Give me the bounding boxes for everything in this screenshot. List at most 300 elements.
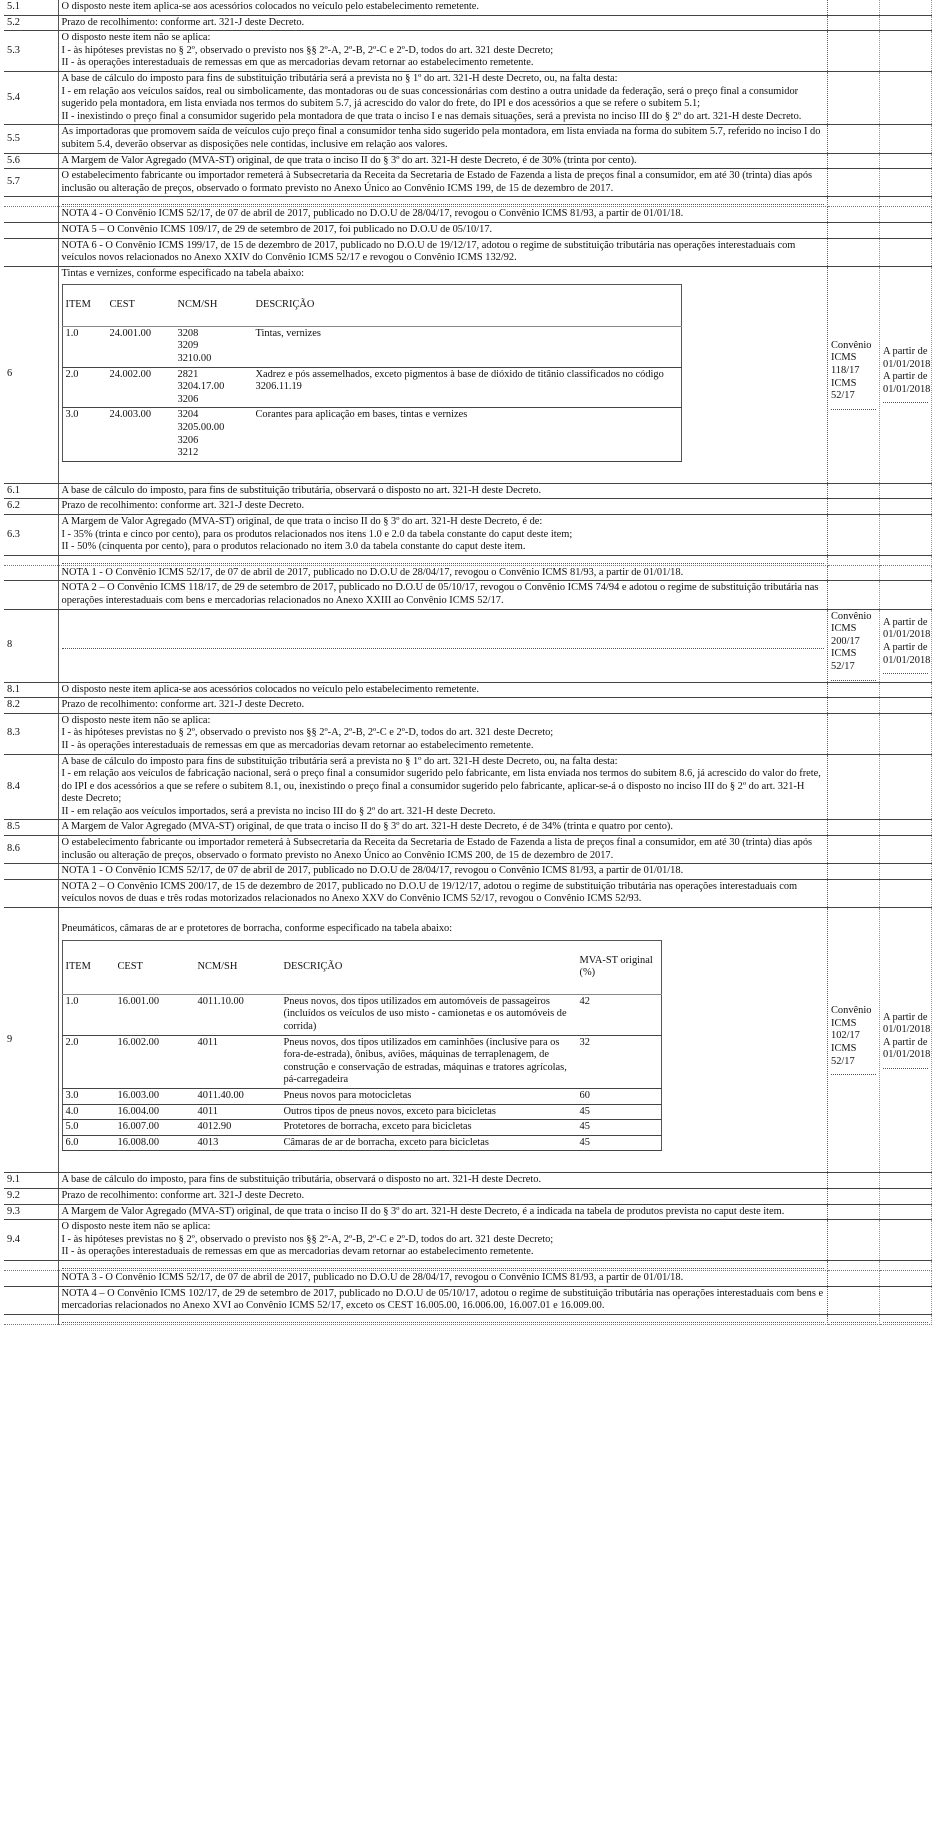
convenio-ref bbox=[828, 266, 880, 483]
empty-cell bbox=[880, 15, 932, 31]
dotted-line bbox=[883, 1062, 928, 1069]
item-code: 3.0 bbox=[62, 408, 107, 461]
table-row bbox=[4, 609, 932, 682]
law-ref: ICMS 52/17 bbox=[831, 377, 857, 402]
table-row bbox=[4, 879, 932, 907]
law-ref: Convênio ICMS 118/17 bbox=[831, 339, 872, 376]
table-row bbox=[4, 713, 932, 754]
empty-cell bbox=[828, 1314, 880, 1324]
column-header: MVA-ST original (%) bbox=[579, 954, 653, 979]
cest-code: 16.002.00 bbox=[115, 1035, 195, 1088]
table-row bbox=[4, 71, 932, 124]
empty-cell bbox=[58, 1260, 828, 1270]
ncm-codes bbox=[175, 367, 253, 408]
item-number: 6.2 bbox=[4, 499, 58, 515]
empty-cell bbox=[828, 1260, 880, 1270]
item-number: 5.2 bbox=[4, 15, 58, 31]
table-row bbox=[4, 0, 932, 15]
item-text bbox=[58, 713, 828, 754]
table-row bbox=[4, 483, 932, 499]
table-row bbox=[4, 864, 932, 880]
empty-cell bbox=[4, 1270, 58, 1286]
empty-cell bbox=[828, 31, 880, 72]
empty-cell bbox=[828, 820, 880, 836]
item-text bbox=[58, 820, 828, 836]
text-line: As importadoras que promovem saída de veículos cujo preço final a consumidor tenha sido sugerido pela montadora, em lista enviada na forma do subitem 5.7, referido no inciso I do subitem 5.4, deverão observar as disposições nele contidas, inclusive em relação aos valores. bbox=[61, 126, 821, 150]
item-text bbox=[58, 698, 828, 714]
item-code: 2.0 bbox=[62, 367, 107, 408]
empty-cell bbox=[4, 197, 58, 207]
cest-code: 16.004.00 bbox=[115, 1104, 195, 1120]
item-text bbox=[58, 0, 828, 15]
table-row bbox=[4, 15, 932, 31]
empty-cell bbox=[828, 153, 880, 169]
item-text bbox=[58, 1173, 828, 1189]
item-number: 6 bbox=[4, 266, 58, 483]
section-8 bbox=[4, 609, 932, 907]
item-number: 9.3 bbox=[4, 1204, 58, 1220]
ncm-code: 3206 bbox=[177, 434, 199, 446]
empty-cell bbox=[4, 581, 58, 609]
table-row bbox=[4, 1173, 932, 1189]
description: Protetores de borracha, exceto para bicicletas bbox=[281, 1120, 577, 1136]
table-row bbox=[4, 197, 932, 207]
date-text: A partir de 01/01/2018 bbox=[883, 642, 931, 666]
cest-code: 24.003.00 bbox=[107, 408, 175, 461]
item-text bbox=[58, 1220, 828, 1261]
table-row bbox=[4, 31, 932, 72]
products-table bbox=[62, 940, 662, 1152]
date-text: A partir de 01/01/2018 bbox=[883, 371, 931, 395]
empty-cell bbox=[828, 0, 880, 15]
table-row bbox=[4, 238, 932, 266]
text-line: O estabelecimento fabricante ou importador remeterá à Subsecretaria da Receita da Secretaria de Estado de Fazenda a lista de preços final a consumidor, em até 30 (trinta) dias após inclusão ou alteração de preços, observado o formato previsto no Anexo Único ao Convênio ICMS 200, de 15 de dezembro de 2017. bbox=[61, 837, 813, 861]
note-text: NOTA 6 - O Convênio ICMS 199/17, de 15 de dezembro de 2017, publicado no D.O.U de 19/12/17, adotou o regime de substituição tributária nas operações interestaduais com veículos novos relacionados no Anexo XXIV do Convênio ICMS 52/17 e revogou o Convênio ICMS 132/92. bbox=[58, 238, 828, 266]
text-line: II - às operações interestaduais de remessas em que as mercadorias devam retornar ao estabelecimento remetente. bbox=[61, 739, 534, 751]
empty-cell bbox=[828, 515, 880, 556]
empty-cell bbox=[828, 864, 880, 880]
dotted-line bbox=[883, 396, 928, 403]
item-text bbox=[58, 71, 828, 124]
dotted-line bbox=[831, 1068, 876, 1075]
dotted-line bbox=[831, 1316, 876, 1323]
empty-cell bbox=[880, 836, 932, 864]
empty-cell bbox=[828, 197, 880, 207]
table-row bbox=[4, 581, 932, 609]
item-code: 3.0 bbox=[62, 1088, 115, 1104]
empty-cell bbox=[880, 581, 932, 609]
date-text: A partir de 01/01/2018 bbox=[883, 616, 931, 641]
ncm-code: 4011.40.00 bbox=[195, 1088, 281, 1104]
column-header: DESCRIÇÃO bbox=[283, 960, 343, 972]
product-row bbox=[62, 367, 681, 408]
law-ref: ICMS 52/17 bbox=[831, 1042, 857, 1067]
product-row bbox=[62, 1035, 661, 1088]
empty-cell bbox=[880, 483, 932, 499]
cest-code: 16.007.00 bbox=[115, 1120, 195, 1136]
item-text bbox=[58, 682, 828, 698]
item-number: 6.1 bbox=[4, 483, 58, 499]
product-row bbox=[62, 1135, 661, 1151]
effective-date bbox=[880, 908, 932, 1173]
text-line: I - em relação aos veículos de fabricação nacional, será o preço final a consumidor sugerido pelo fabricante, em lista enviada nos termos do subitem 8.6, já acrescido do valor do frete, do IPI e dos acessórios a que se refere o subitem 8.1, ou, inexistindo o preço final a consumidor sugerido pelo fabricante, aplicar-se-á o disposto no inciso III do § 2º do art. 321-H deste Decreto; bbox=[61, 768, 821, 805]
empty-cell bbox=[880, 153, 932, 169]
empty-cell bbox=[880, 864, 932, 880]
empty-cell bbox=[828, 499, 880, 515]
table-row bbox=[4, 1270, 932, 1286]
convenio-ref bbox=[828, 609, 880, 682]
header-row bbox=[62, 285, 681, 327]
empty-cell bbox=[828, 555, 880, 565]
item-code: 1.0 bbox=[62, 994, 115, 1035]
empty-cell bbox=[880, 879, 932, 907]
text-line: A Margem de Valor Agregado (MVA-ST) original, de que trata o inciso II do § 3º do art. 321-H deste Decreto, é de 34% (trinta e quatro por cento). bbox=[61, 821, 673, 833]
empty-cell bbox=[880, 555, 932, 565]
item-text bbox=[58, 754, 828, 820]
products-table bbox=[62, 284, 682, 462]
item-text bbox=[58, 31, 828, 72]
product-row bbox=[62, 1088, 661, 1104]
cest-code: 16.008.00 bbox=[115, 1135, 195, 1151]
item-number: 9 bbox=[4, 908, 58, 1173]
mva-value: 45 bbox=[577, 1135, 662, 1151]
item-number: 8 bbox=[4, 609, 58, 682]
empty-cell bbox=[828, 565, 880, 581]
ncm-code: 4013 bbox=[195, 1135, 281, 1151]
header-row bbox=[62, 940, 661, 994]
text-line: I - em relação aos veículos saídos, real ou simbolicamente, das montadoras ou de suas concessionárias com destino a outra unidade da federação, será o preço final a consumidor sugerido pela montadora, em lista enviada nos termos do subitem 5.7, já acrescido do valor do frete, do IPI e dos acessórios a que se refere o subitem 5.1; bbox=[61, 85, 799, 110]
item-code: 1.0 bbox=[62, 326, 107, 367]
column-header: DESCRIÇÃO bbox=[255, 299, 315, 311]
empty-cell bbox=[58, 197, 828, 207]
item-text bbox=[58, 1204, 828, 1220]
text-line: A Margem de Valor Agregado (MVA-ST) original, de que trata o inciso II do § 3º do art. 321-H deste Decreto, é de 30% (trinta por cento). bbox=[61, 154, 637, 166]
table-row bbox=[4, 682, 932, 698]
item-content bbox=[58, 266, 828, 483]
item-number: 8.6 bbox=[4, 836, 58, 864]
empty-cell bbox=[880, 71, 932, 124]
product-row bbox=[62, 1104, 661, 1120]
item-number: 9.1 bbox=[4, 1173, 58, 1189]
table-row bbox=[4, 207, 932, 223]
item-code: 6.0 bbox=[62, 1135, 115, 1151]
item-text bbox=[58, 499, 828, 515]
text-line: O disposto neste item aplica-se aos acessórios colocados no veículo pelo estabelecimento remetente. bbox=[61, 1, 480, 12]
note-text: NOTA 5 – O Convênio ICMS 109/17, de 29 de setembro de 2017, foi publicado no D.O.U de 05/10/17. bbox=[58, 222, 828, 238]
dotted-line bbox=[62, 198, 825, 205]
item-number: 5.5 bbox=[4, 125, 58, 153]
section-9 bbox=[4, 908, 932, 1325]
spacer bbox=[62, 1157, 825, 1171]
ncm-code: 3212 bbox=[177, 447, 199, 459]
text-line: Prazo de recolhimento: conforme art. 321-J deste Decreto. bbox=[61, 1189, 305, 1201]
item-text bbox=[58, 483, 828, 499]
empty-cell bbox=[4, 1260, 58, 1270]
empty-cell bbox=[828, 836, 880, 864]
empty-cell bbox=[4, 555, 58, 565]
empty-cell bbox=[828, 1270, 880, 1286]
item-text bbox=[58, 1188, 828, 1204]
note-text: NOTA 1 - O Convênio ICMS 52/17, de 07 de abril de 2017, publicado no D.O.U de 28/04/17, revogou o Convênio ICMS 81/93, a partir de 01/01/18. bbox=[58, 864, 828, 880]
law-ref: Convênio ICMS 102/17 bbox=[831, 1005, 872, 1042]
table-intro: Tintas e vernizes, conforme especificado na tabela abaixo: bbox=[61, 267, 305, 279]
item-text bbox=[58, 15, 828, 31]
empty-cell bbox=[828, 879, 880, 907]
table-row bbox=[4, 754, 932, 820]
item-content bbox=[58, 908, 828, 1173]
cest-code: 24.002.00 bbox=[107, 367, 175, 408]
empty-cell bbox=[880, 1270, 932, 1286]
note-text: NOTA 2 – O Convênio ICMS 200/17, de 15 de dezembro de 2017, publicado no D.O.U de 19/12/17, adotou o regime de substituição tributária nas operações interestaduais com veículos novos de duas e três rodas motorizados relacionados no Anexo XXV do Convênio ICMS 52/17, revogou o Convênio ICMS 52/93. bbox=[58, 879, 828, 907]
text-line: O disposto neste item não se aplica: bbox=[61, 32, 211, 44]
law-ref: ICMS 52/17 bbox=[831, 648, 857, 672]
item-number: 5.7 bbox=[4, 169, 58, 197]
ncm-code: 4012.90 bbox=[195, 1120, 281, 1136]
product-row bbox=[62, 1120, 661, 1136]
cest-code: 16.001.00 bbox=[115, 994, 195, 1035]
empty-cell bbox=[828, 169, 880, 197]
item-number: 8.2 bbox=[4, 698, 58, 714]
table-row bbox=[4, 125, 932, 153]
cest-code: 16.003.00 bbox=[115, 1088, 195, 1104]
item-number: 5.4 bbox=[4, 71, 58, 124]
text-line: O disposto neste item não se aplica: bbox=[61, 714, 211, 726]
empty-cell bbox=[828, 483, 880, 499]
empty-cell bbox=[880, 238, 932, 266]
text-line: A base de cálculo do imposto para fins de substituição tributária será a prevista no § 1º do art. 321-H deste Decreto, ou, na falta desta: bbox=[61, 72, 618, 84]
item-number: 8.1 bbox=[4, 682, 58, 698]
empty-cell bbox=[880, 820, 932, 836]
table-row bbox=[4, 1204, 932, 1220]
empty-cell bbox=[828, 1204, 880, 1220]
empty-cell bbox=[880, 1286, 932, 1314]
empty-cell bbox=[4, 222, 58, 238]
mva-value: 32 bbox=[577, 1035, 662, 1088]
item-code: 4.0 bbox=[62, 1104, 115, 1120]
ncm-code: 4011 bbox=[195, 1035, 281, 1088]
empty-cell bbox=[4, 1314, 58, 1324]
item-code: 2.0 bbox=[62, 1035, 115, 1088]
law-ref: Convênio ICMS 200/17 bbox=[831, 610, 872, 647]
empty-cell bbox=[4, 565, 58, 581]
empty-cell bbox=[880, 1173, 932, 1189]
table-row bbox=[4, 1220, 932, 1261]
empty-cell bbox=[828, 125, 880, 153]
ncm-codes bbox=[175, 326, 253, 367]
empty-cell bbox=[828, 581, 880, 609]
empty-cell bbox=[58, 555, 828, 565]
mva-value: 60 bbox=[577, 1088, 662, 1104]
text-line: A Margem de Valor Agregado (MVA-ST) original, de que trata o inciso II do § 3º do art. 321-H deste Decreto, é a indicada na tabela de produtos prevista no caput deste item. bbox=[61, 1205, 785, 1217]
effective-date bbox=[880, 609, 932, 682]
empty-cell bbox=[880, 169, 932, 197]
empty-cell bbox=[828, 15, 880, 31]
empty-cell bbox=[4, 879, 58, 907]
ncm-code: 3204 bbox=[177, 409, 199, 421]
empty-cell bbox=[880, 1260, 932, 1270]
item-code: 5.0 bbox=[62, 1120, 115, 1136]
table-row bbox=[4, 153, 932, 169]
column-header: CEST bbox=[109, 299, 135, 311]
section-5 bbox=[4, 0, 932, 266]
table-row bbox=[4, 698, 932, 714]
table-row bbox=[4, 222, 932, 238]
text-line: O estabelecimento fabricante ou importador remeterá à Subsecretaria da Receita da Secretaria de Estado de Fazenda a lista de preços final a consumidor, em até 30 (trinta) dias após inclusão ou alteração de preços, observado o formato previsto no Anexo Único ao Convênio ICMS 199, de 15 de dezembro de 2017. bbox=[61, 170, 813, 194]
item-text bbox=[58, 515, 828, 556]
description: Câmaras de ar de borracha, exceto para bicicletas bbox=[281, 1135, 577, 1151]
empty-cell bbox=[58, 1314, 828, 1324]
effective-date bbox=[880, 266, 932, 483]
item-number: 9.4 bbox=[4, 1220, 58, 1261]
item-number: 5.1 bbox=[4, 0, 58, 15]
description: Corantes para aplicação em bases, tintas e vernizes bbox=[253, 408, 682, 461]
item-number: 6.3 bbox=[4, 515, 58, 556]
empty-cell bbox=[880, 565, 932, 581]
empty-cell bbox=[880, 754, 932, 820]
item-number: 5.6 bbox=[4, 153, 58, 169]
product-row bbox=[62, 994, 661, 1035]
ncm-code: 3210.00 bbox=[177, 353, 212, 365]
text-line: II - em relação aos veículos importados, será a prevista no inciso III do § 2º do art. 321-H deste Decreto. bbox=[61, 805, 496, 817]
note-text: NOTA 4 – O Convênio ICMS 102/17, de 29 de setembro de 2017, publicado no D.O.U de 05/10/17, adotou o regime de substituição tributária nas operações interestaduais com bens e mercadorias relacionados no Anexo XVI ao Convênio ICMS 52/17, exceto os CEST 16.005.00, 16.006.00, 16.007.01 e 16.009.00. bbox=[58, 1286, 828, 1314]
empty-cell bbox=[828, 238, 880, 266]
empty-cell bbox=[4, 207, 58, 223]
spacer bbox=[62, 909, 825, 923]
mva-value: 42 bbox=[577, 994, 662, 1035]
cest-code: 24.001.00 bbox=[107, 326, 175, 367]
ncm-code: 3206 bbox=[177, 393, 199, 405]
empty-cell bbox=[828, 71, 880, 124]
text-line: A base de cálculo do imposto, para fins de substituição tributária, observará o disposto no art. 321-H deste Decreto. bbox=[61, 1174, 542, 1186]
note-text: NOTA 3 - O Convênio ICMS 52/17, de 07 de abril de 2017, publicado no D.O.U de 28/04/17, revogou o Convênio ICMS 81/93, a partir de 01/01/18. bbox=[58, 1270, 828, 1286]
empty-cell bbox=[880, 682, 932, 698]
table-row bbox=[4, 1314, 932, 1324]
empty-cell bbox=[4, 1286, 58, 1314]
empty-cell bbox=[4, 238, 58, 266]
table-row bbox=[4, 499, 932, 515]
empty-cell bbox=[880, 125, 932, 153]
dotted-line bbox=[62, 642, 825, 649]
text-line: Prazo de recolhimento: conforme art. 321-J deste Decreto. bbox=[61, 16, 305, 28]
item-number: 9.2 bbox=[4, 1188, 58, 1204]
note-text: NOTA 2 – O Convênio ICMS 118/17, de 29 de setembro de 2017, publicado no D.O.U de 05/10/17, revogou o Convênio ICMS 74/94 e adotou o regime de substituição tributária nas operações interestaduais com bens e mercadorias relacionados no Anexo XXIII ao Convênio ICMS 52/17. bbox=[58, 581, 828, 609]
mva-value: 45 bbox=[577, 1120, 662, 1136]
table-row bbox=[4, 565, 932, 581]
item-number: 8.3 bbox=[4, 713, 58, 754]
text-line: I - às hipóteses previstas no § 2º, observado o previsto nos §§ 2º-A, 2º-B, 2º-C e 2º-D, todos do art. 321 deste Decreto; bbox=[61, 1233, 554, 1245]
description: Xadrez e pós assemelhados, exceto pigmentos à base de dióxido de titânio classificados no código 3206.11.19 bbox=[253, 367, 682, 408]
empty-cell bbox=[828, 1220, 880, 1261]
dotted-line bbox=[62, 557, 825, 564]
item-text bbox=[58, 169, 828, 197]
empty-cell bbox=[880, 1188, 932, 1204]
item-text bbox=[58, 153, 828, 169]
column-header: CEST bbox=[117, 960, 143, 972]
ncm-codes bbox=[175, 408, 253, 461]
table-row bbox=[4, 1286, 932, 1314]
empty-cell bbox=[828, 682, 880, 698]
empty-cell bbox=[880, 1314, 932, 1324]
empty-cell bbox=[880, 31, 932, 72]
item-number: 8.5 bbox=[4, 820, 58, 836]
date-text: A partir de 01/01/2018 bbox=[883, 346, 931, 370]
table-row bbox=[4, 266, 932, 483]
text-line: O disposto neste item não se aplica: bbox=[61, 1221, 211, 1233]
section-6 bbox=[4, 266, 932, 609]
description: Outros tipos de pneus novos, exceto para bicicletas bbox=[281, 1104, 577, 1120]
product-row bbox=[62, 326, 681, 367]
text-line: Prazo de recolhimento: conforme art. 321-J deste Decreto. bbox=[61, 699, 305, 711]
ncm-code: 4011.10.00 bbox=[195, 994, 281, 1035]
mva-value: 45 bbox=[577, 1104, 662, 1120]
dotted-line bbox=[62, 1262, 825, 1269]
empty-cell bbox=[828, 1286, 880, 1314]
text-line: I - 35% (trinta e cinco por cento), para os produtos relacionados nos itens 1.0 e 2.0 da tabela constante do caput deste item; bbox=[61, 528, 573, 540]
column-header: NCM/SH bbox=[177, 299, 218, 311]
empty-cell bbox=[880, 0, 932, 15]
item-content bbox=[58, 609, 828, 682]
empty-cell bbox=[880, 1220, 932, 1261]
text-line: II - às operações interestaduais de remessas em que as mercadorias devam retornar ao estabelecimento remetente. bbox=[61, 1246, 534, 1258]
text-line: II - inexistindo o preço final a consumidor sugerido pela montadora de que trata o inciso I e nas demais situações, será a prevista no inciso III do § 2º do art. 321-H deste Decreto. bbox=[61, 110, 802, 122]
empty-cell bbox=[828, 222, 880, 238]
description: Tintas, vernizes bbox=[253, 326, 682, 367]
dotted-line bbox=[883, 1316, 928, 1323]
empty-cell bbox=[880, 197, 932, 207]
note-text: NOTA 4 - O Convênio ICMS 52/17, de 07 de abril de 2017, publicado no D.O.U de 28/04/17, revogou o Convênio ICMS 81/93, a partir de 01/01/18. bbox=[58, 207, 828, 223]
ncm-code: 3205.00.00 bbox=[177, 422, 225, 434]
text-line: I - às hipóteses previstas no § 2º, observado o previsto nos §§ 2º-A, 2º-B, 2º-C e 2º-D, todos do art. 321 deste Decreto; bbox=[61, 44, 554, 56]
text-line: II - 50% (cinquenta por cento), para o produtos relacionado no item 3.0 da tabela constante do caput deste item. bbox=[61, 541, 526, 553]
table-row bbox=[4, 1188, 932, 1204]
table-row bbox=[4, 515, 932, 556]
item-text bbox=[58, 836, 828, 864]
ncm-code: 3208 bbox=[177, 327, 199, 339]
table-row bbox=[4, 836, 932, 864]
empty-cell bbox=[880, 222, 932, 238]
empty-cell bbox=[880, 499, 932, 515]
table-row bbox=[4, 169, 932, 197]
dotted-line bbox=[831, 403, 876, 410]
column-header: ITEM bbox=[65, 960, 91, 972]
product-row bbox=[62, 408, 681, 461]
column-header: NCM/SH bbox=[197, 960, 238, 972]
spacer bbox=[62, 468, 825, 482]
ncm-code: 2821 bbox=[177, 368, 199, 380]
table-row bbox=[4, 820, 932, 836]
convenio-ref bbox=[828, 908, 880, 1173]
text-line: A Margem de Valor Agregado (MVA-ST) original, de que trata o inciso II do § 3º do art. 321-H deste Decreto, é de: bbox=[61, 516, 543, 527]
text-line: Prazo de recolhimento: conforme art. 321-J deste Decreto. bbox=[61, 500, 305, 512]
dotted-line bbox=[62, 1316, 825, 1323]
ncm-code: 4011 bbox=[195, 1104, 281, 1120]
table-row bbox=[4, 1260, 932, 1270]
table-intro: Pneumáticos, câmaras de ar e protetores de borracha, conforme especificado na tabela abaixo: bbox=[61, 923, 453, 935]
empty-cell bbox=[4, 864, 58, 880]
column-header: ITEM bbox=[65, 299, 91, 311]
empty-cell bbox=[828, 207, 880, 223]
date-text: A partir de 01/01/2018 bbox=[883, 1011, 931, 1036]
empty-cell bbox=[828, 1173, 880, 1189]
item-number: 8.4 bbox=[4, 754, 58, 820]
legislation-table bbox=[4, 0, 932, 1325]
date-text: A partir de 01/01/2018 bbox=[883, 1036, 931, 1061]
document-page bbox=[4, 0, 932, 1325]
empty-cell bbox=[880, 713, 932, 754]
empty-cell bbox=[880, 515, 932, 556]
description: Pneus novos, dos tipos utilizados em caminhões (inclusive para os fora-de-estrada), ônibus, aviões, máquinas de terraplenagem, de construção e conservação de estradas, máquinas e tratores agrícolas, pá-carregadeira bbox=[281, 1035, 577, 1088]
empty-cell bbox=[828, 1188, 880, 1204]
